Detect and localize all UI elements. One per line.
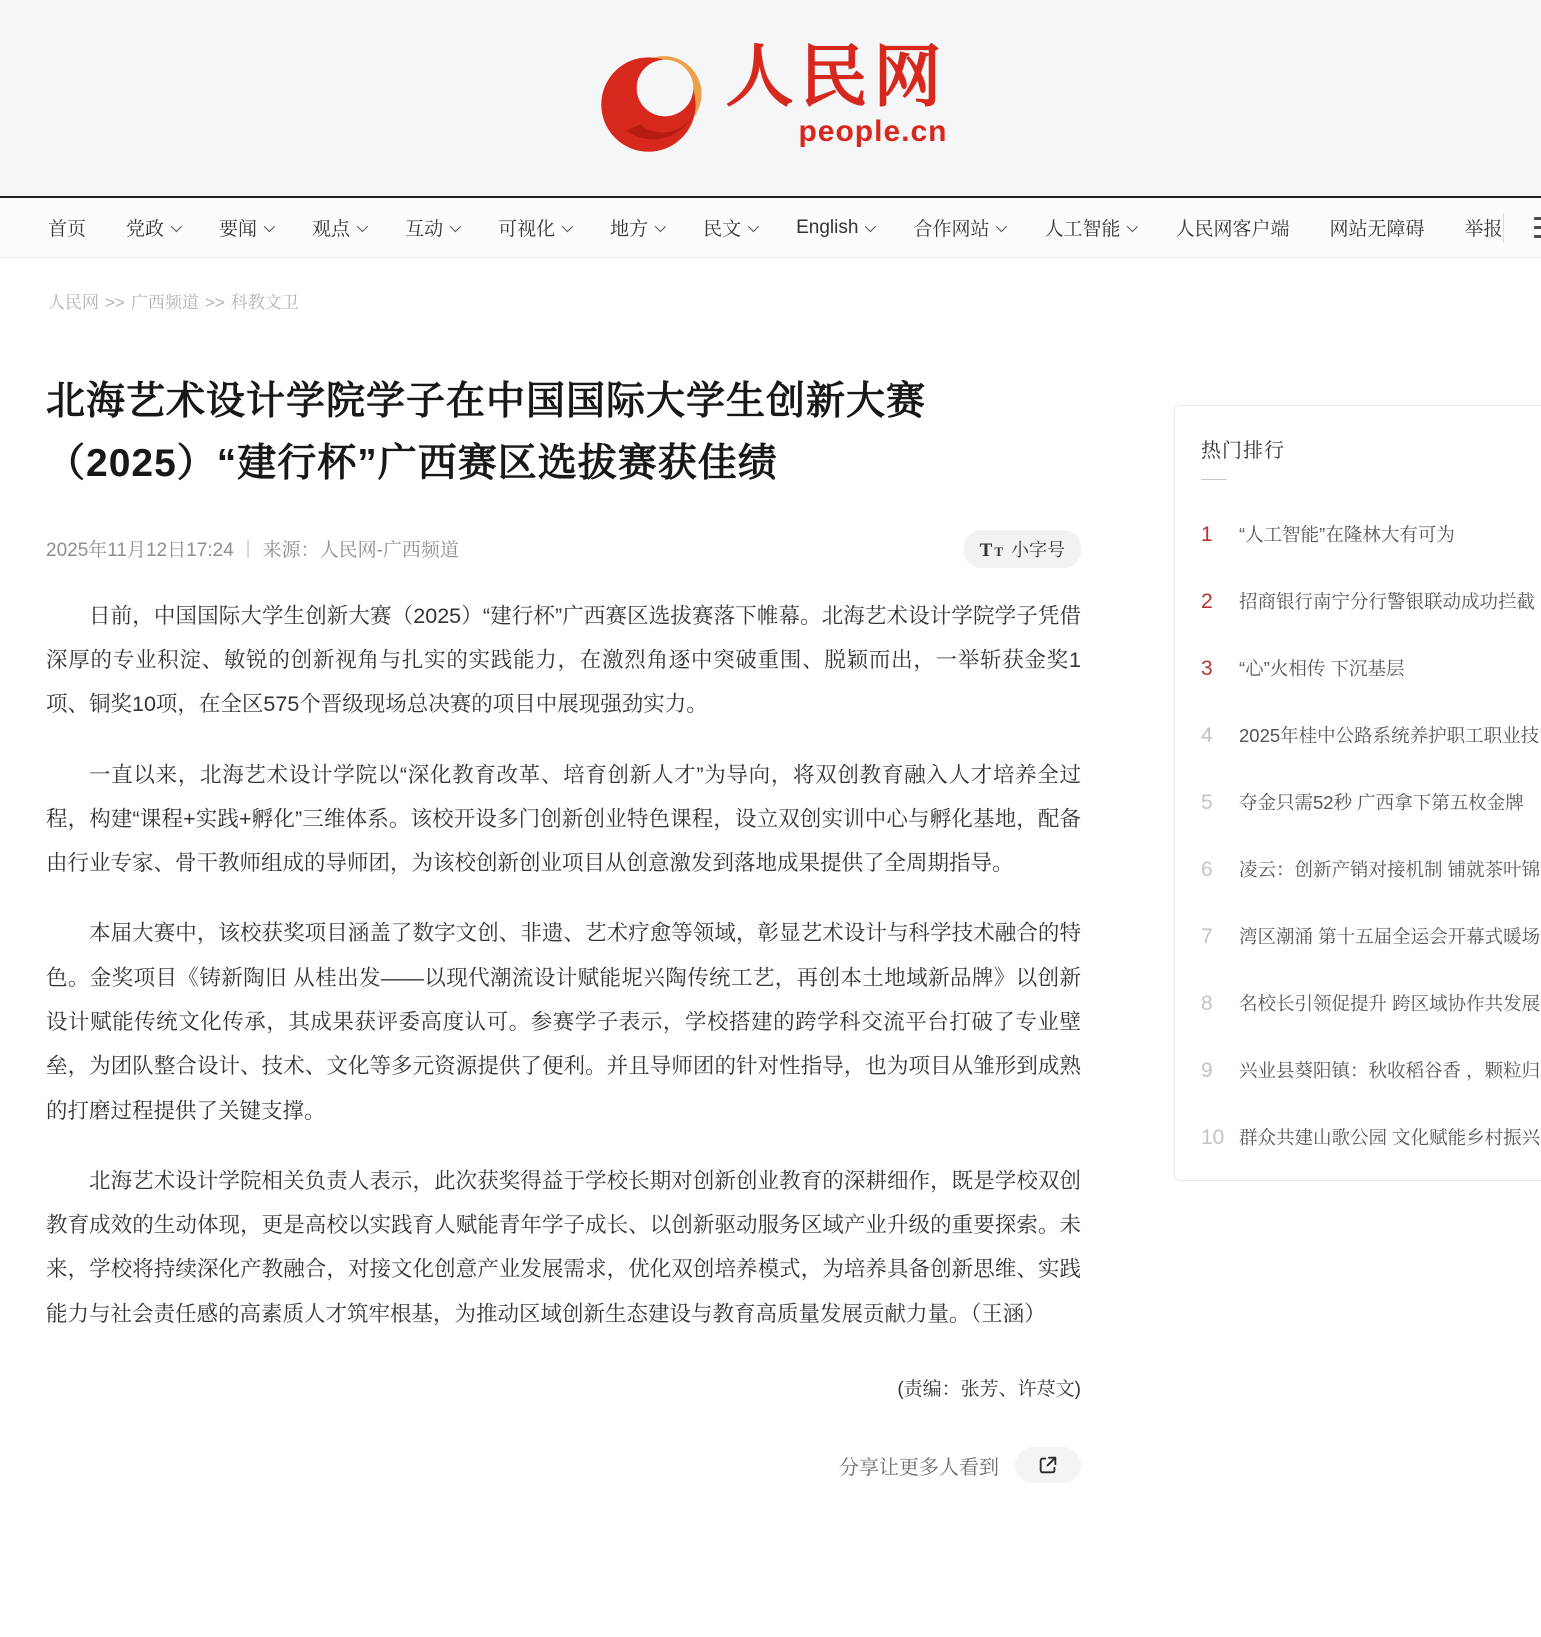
- nav-item[interactable]: [1044, 214, 1135, 241]
- hot-item-text: 2025年桂中公路系统养护职工职业技: [1239, 725, 1540, 746]
- nav-item[interactable]: [913, 214, 1004, 241]
- people-globe-icon: [593, 42, 711, 160]
- font-size-label: 小字号: [1011, 539, 1065, 560]
- hot-item-text: 名校长引领促提升 跨区域协作共发展: [1239, 993, 1541, 1014]
- article: [46, 371, 1081, 1483]
- rank-number: 9: [1201, 1059, 1213, 1082]
- nav-item[interactable]: [1465, 214, 1503, 241]
- nav-item[interactable]: [405, 214, 458, 241]
- nav-item-label: 举报: [1464, 219, 1503, 240]
- hot-item-text: 湾区潮涌 第十五届全运会开幕式暖场: [1239, 926, 1541, 947]
- meta-separator: |: [245, 537, 251, 559]
- hot-ranking-list: [1201, 521, 1541, 1150]
- hot-item-text: 夺金只需52秒 广西拿下第五枚金牌: [1239, 792, 1524, 813]
- share-label: 分享让更多人看到: [839, 1456, 999, 1479]
- logo-en-text: people.cn: [798, 115, 948, 149]
- hot-ranking-item[interactable]: [1201, 588, 1541, 614]
- rank-number: 8: [1201, 992, 1213, 1015]
- nav-item[interactable]: [703, 214, 756, 241]
- nav-item[interactable]: [48, 214, 86, 241]
- nav-item[interactable]: [1175, 214, 1289, 241]
- hot-item-text: 兴业县葵阳镇：秋收稻谷香 ，颗粒归: [1239, 1060, 1541, 1081]
- logo-cn-text: 人民网: [725, 39, 948, 115]
- logo-texts: [725, 39, 948, 149]
- nav-divider: [1503, 213, 1504, 243]
- chevron-down-icon: [996, 220, 1007, 231]
- nav-item-label: 要闻: [219, 219, 258, 240]
- nav-item-label: English: [796, 216, 859, 238]
- chevron-down-icon: [562, 220, 573, 231]
- nav-item[interactable]: [498, 214, 570, 241]
- rank-number: 1: [1201, 523, 1213, 546]
- chevron-down-icon: [865, 220, 876, 231]
- font-size-t-icon: T: [994, 543, 1003, 559]
- nav-item[interactable]: [219, 214, 272, 241]
- article-paragraph: 北海艺术设计学院相关负责人表示，此次获奖得益于学校长期对创新创业教育的深耕细作，既是学校双创教育成效的生动体现，更是高校以实践育人赋能青年学子成长、以创新驱动服务区域产业升级的重要探索。未来，学校将持续深化产教融合，对接文化创意产业发展需求，优化双创培养模式，为培养具备创新思维、实践能力与社会责任感的高素质人才筑牢根基，为推动区域创新生态建设与教育高质量发展贡献力量。（王涵）: [46, 1168, 1081, 1326]
- rank-number: 5: [1201, 791, 1213, 814]
- nav-item-label: 互动: [405, 219, 444, 240]
- nav-item-label: 可视化: [498, 219, 556, 240]
- hot-item-text: 招商银行南宁分行警银联动成功拦截: [1239, 591, 1536, 612]
- article-title: 北海艺术设计学院学子在中国国际大学生创新大赛（2025）“建行杯”广西赛区选拔赛获佳绩: [46, 380, 927, 486]
- nav-item[interactable]: [1330, 214, 1425, 241]
- breadcrumb-item[interactable]: 人民网: [48, 293, 99, 312]
- hot-ranking-item[interactable]: [1201, 1057, 1541, 1083]
- share-external-icon: [1037, 1454, 1059, 1476]
- hot-ranking-panel: [1174, 405, 1541, 1181]
- main-nav: [0, 196, 1541, 258]
- chevron-down-icon: [1127, 220, 1138, 231]
- title-underline: [1201, 479, 1227, 480]
- hot-item-text: 群众共建山歌公园 文化赋能乡村振兴: [1239, 1127, 1541, 1148]
- rank-number: 10: [1201, 1126, 1225, 1149]
- nav-item[interactable]: [126, 214, 179, 241]
- nav-item[interactable]: [312, 214, 365, 241]
- chevron-down-icon: [171, 220, 182, 231]
- article-paragraph: 本届大赛中，该校获奖项目涵盖了数字文创、非遗、艺术疗愈等领域，彰显艺术设计与科学技术融合的特色。金奖项目《铸新陶旧 从桂出发——以现代潮流设计赋能坭兴陶传统工艺，再创本土地域新品牌》以创新设计赋能传统文化传承，其成果获评委高度认可。参赛学子表示，学校搭建的跨学科交流平台打破了专业壁垒，为团队整合设计、技术、文化等多元资源提供了便利。并且导师团的针对性指导，也为项目从雏形到成熟的打磨过程提供了关键支撑。: [46, 921, 1081, 1123]
- hot-ranking-item[interactable]: [1201, 655, 1541, 681]
- hot-ranking-item[interactable]: [1201, 990, 1541, 1016]
- share-row: [46, 1447, 1081, 1483]
- nav-item[interactable]: [796, 217, 873, 239]
- breadcrumb-separator: >>: [105, 293, 125, 312]
- chevron-down-icon: [748, 220, 759, 231]
- article-source[interactable]: 来源：人民网-广西频道: [262, 540, 459, 562]
- breadcrumb-item[interactable]: 科教文卫: [230, 293, 299, 312]
- nav-item-label: 党政: [126, 219, 165, 240]
- chevron-down-icon: [450, 220, 461, 231]
- rank-number: 3: [1201, 657, 1213, 680]
- chevron-down-icon: [655, 220, 666, 231]
- people-cn-logo[interactable]: [593, 39, 948, 160]
- hot-item-text: “心”火相传 下沉基层: [1239, 658, 1405, 679]
- hot-ranking-item[interactable]: [1201, 722, 1541, 748]
- nav-item-label: 人工智能: [1044, 219, 1121, 240]
- hot-ranking-item[interactable]: [1201, 1124, 1541, 1150]
- nav-item[interactable]: [610, 214, 663, 241]
- hot-ranking-item[interactable]: [1201, 521, 1541, 547]
- publish-date: 2025年11月12日17:24: [46, 540, 234, 562]
- nav-items: [48, 214, 1503, 241]
- rank-number: 2: [1201, 590, 1213, 613]
- hot-ranking-title: 热门排行: [1201, 440, 1285, 462]
- rank-number: 7: [1201, 925, 1213, 948]
- breadcrumb-item[interactable]: 广西频道: [130, 293, 199, 312]
- article-paragraph: 一直以来，北海艺术设计学院以“深化教育改革、培育创新人才”为导向，将双创教育融入人才培养全过程，构建“课程+实践+孵化”三维体系。该校开设多门创新创业特色课程，设立双创实训中心与孵化基地，配备由行业专家、骨干教师组成的导师团，为该校创新创业项目从创意激发到落地成果提供了全周期指导。: [46, 762, 1081, 876]
- hot-ranking-item[interactable]: [1201, 789, 1541, 815]
- article-body: [46, 594, 1081, 1336]
- nav-item-label: 网站无障碍: [1329, 219, 1425, 240]
- hot-ranking-item[interactable]: [1201, 923, 1541, 949]
- share-button[interactable]: [1015, 1447, 1081, 1483]
- font-size-button[interactable]: [964, 530, 1081, 568]
- site-header: [0, 0, 1541, 196]
- nav-item-label: 合作网站: [913, 219, 990, 240]
- font-size-T-icon: T: [979, 539, 993, 561]
- article-meta: [46, 530, 1081, 568]
- nav-item-label: 地方: [610, 219, 649, 240]
- rank-number: 4: [1201, 724, 1213, 747]
- hot-ranking-item[interactable]: [1201, 856, 1541, 882]
- nav-item-label: 民文: [703, 219, 742, 240]
- article-paragraph: 日前，中国国际大学生创新大赛（2025）“建行杯”广西赛区选拔赛落下帷幕。北海艺术设计学院学子凭借深厚的专业积淀、敏锐的创新视角与扎实的实践能力，在激烈角逐中突破重围、脱颖而出，一举斩获金奖1项、铜奖10项，在全区575个晋级现场总决赛的项目中展现强劲实力。: [46, 603, 1081, 717]
- hot-item-text: “人工智能”在隆林大有可为: [1239, 524, 1455, 545]
- rank-number: 6: [1201, 858, 1213, 881]
- nav-item-label: 首页: [48, 219, 87, 240]
- nav-right: [1503, 213, 1541, 243]
- breadcrumb: [0, 258, 1541, 313]
- editor-note: (责编：张芳、许荩文): [897, 1379, 1081, 1400]
- chevron-down-icon: [264, 220, 275, 231]
- nav-item-label: 人民网客户端: [1175, 219, 1290, 240]
- chevron-down-icon: [357, 220, 368, 231]
- hot-item-text: 凌云：创新产销对接机制 铺就茶叶锦: [1239, 859, 1541, 880]
- nav-item-label: 观点: [312, 219, 351, 240]
- hamburger-menu-icon[interactable]: [1534, 217, 1541, 238]
- breadcrumb-separator: >>: [204, 293, 225, 312]
